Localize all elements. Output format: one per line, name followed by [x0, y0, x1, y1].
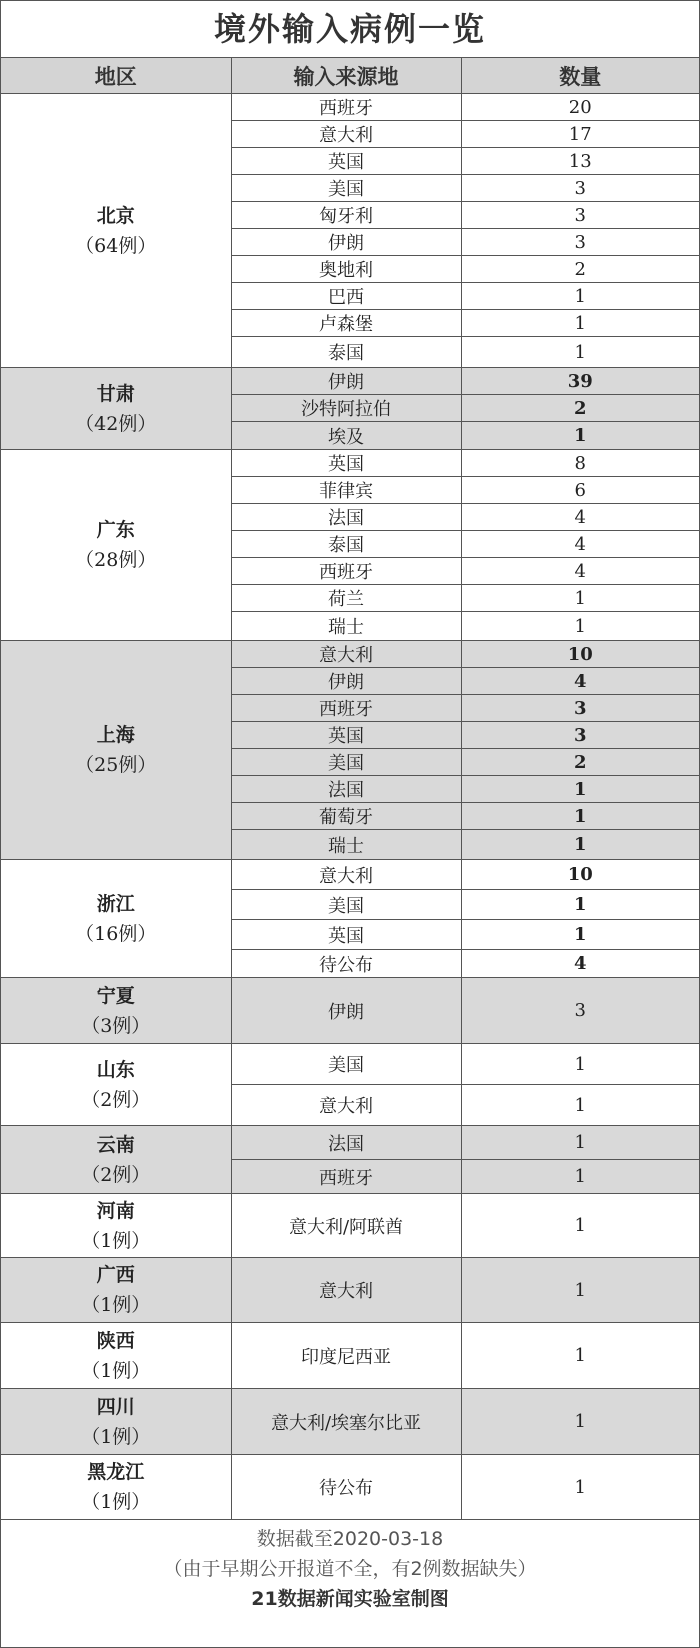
origin-cell: 印度尼西亚 [231, 1323, 461, 1389]
count-cell: 3 [461, 722, 699, 749]
count-cell: 1 [461, 830, 699, 860]
origin-cell: 沙特阿拉伯 [231, 395, 461, 422]
region-total: （1例） [81, 1229, 151, 1252]
region-name: 陕西 [96, 1329, 135, 1352]
count-cell: 2 [461, 256, 699, 283]
origin-cell: 美国 [231, 175, 461, 202]
origin-cell: 待公布 [231, 1455, 461, 1520]
origin-cell: 英国 [231, 920, 461, 950]
data-date: 数据截至2020-03-18 [256, 1528, 444, 1550]
origin-cell: 卢森堡 [231, 310, 461, 337]
origin-cell: 英国 [231, 722, 461, 749]
region-total: （25例） [75, 754, 157, 776]
table-row [1, 1389, 699, 1455]
count-cell: 13 [461, 148, 699, 175]
table-row [1, 1126, 699, 1160]
table-row [1, 94, 699, 121]
table-row [1, 1455, 699, 1520]
origin-cell: 英国 [231, 148, 461, 175]
region-total: （42例） [75, 412, 157, 435]
region-cell [1, 1258, 231, 1323]
origin-cell: 瑞士 [231, 612, 461, 641]
origin-cell: 泰国 [231, 337, 461, 368]
origin-cell: 西班牙 [231, 1160, 461, 1194]
count-cell: 1 [461, 337, 699, 368]
origin-cell: 西班牙 [231, 94, 461, 121]
header-count: 数量 [461, 58, 699, 94]
region-total: （1例） [81, 1425, 151, 1448]
count-cell: 1 [461, 890, 699, 920]
count-cell: 1 [461, 776, 699, 803]
count-cell: 17 [461, 121, 699, 148]
origin-cell: 西班牙 [231, 558, 461, 585]
count-cell: 1 [461, 422, 699, 450]
region-cell [1, 978, 231, 1044]
origin-cell: 瑞士 [231, 830, 461, 860]
footer [1, 1520, 699, 1614]
origin-cell: 美国 [231, 749, 461, 776]
region-cell [1, 1126, 231, 1194]
origin-cell: 泰国 [231, 531, 461, 558]
origin-cell: 意大利 [231, 1085, 461, 1126]
count-cell: 4 [461, 668, 699, 695]
origin-cell: 意大利 [231, 121, 461, 148]
region-cell [1, 641, 231, 860]
header-origin: 输入来源地 [231, 58, 461, 94]
count-cell: 8 [461, 450, 699, 477]
data-note: （由于早期公开报道不全，有2例数据缺失） [163, 1558, 537, 1580]
count-cell: 2 [461, 749, 699, 776]
count-cell: 4 [461, 950, 699, 978]
origin-cell: 西班牙 [231, 695, 461, 722]
count-cell: 1 [461, 585, 699, 612]
count-cell: 1 [461, 1126, 699, 1160]
region-total: （2例） [81, 1163, 151, 1186]
count-cell: 1 [461, 283, 699, 310]
origin-cell: 意大利 [231, 1258, 461, 1323]
region-total: （1例） [81, 1491, 151, 1513]
region-name: 上海 [96, 724, 135, 746]
count-cell: 3 [461, 175, 699, 202]
origin-cell: 埃及 [231, 422, 461, 450]
region-name: 甘肃 [96, 382, 135, 405]
table-row [1, 978, 699, 1044]
region-name: 宁夏 [96, 984, 135, 1007]
count-cell: 4 [461, 558, 699, 585]
region-total: （3例） [81, 1014, 151, 1037]
count-cell: 1 [461, 1085, 699, 1126]
credit: 21数据新闻实验室制图 [251, 1588, 449, 1610]
count-cell: 4 [461, 504, 699, 531]
region-name: 黑龙江 [87, 1461, 145, 1483]
count-cell: 1 [461, 612, 699, 641]
count-cell: 2 [461, 395, 699, 422]
origin-cell: 待公布 [231, 950, 461, 978]
table-row [1, 1323, 699, 1389]
origin-cell: 葡萄牙 [231, 803, 461, 830]
region-name: 广西 [96, 1264, 135, 1286]
region-cell [1, 1323, 231, 1389]
count-cell: 39 [461, 368, 699, 395]
count-cell: 1 [461, 920, 699, 950]
origin-cell: 巴西 [231, 283, 461, 310]
origin-cell: 匈牙利 [231, 202, 461, 229]
page-title: 境外输入病例一览 [1, 1, 699, 58]
region-cell [1, 860, 231, 978]
origin-cell: 英国 [231, 450, 461, 477]
count-cell: 10 [461, 860, 699, 890]
header-region: 地区 [1, 58, 231, 94]
region-cell [1, 1455, 231, 1520]
count-cell: 3 [461, 229, 699, 256]
count-cell: 1 [461, 1389, 699, 1455]
count-cell: 1 [461, 1258, 699, 1323]
region-total: （16例） [75, 922, 157, 945]
count-cell: 1 [461, 310, 699, 337]
origin-cell: 伊朗 [231, 668, 461, 695]
count-cell: 1 [461, 1455, 699, 1520]
region-cell [1, 1044, 231, 1126]
origin-cell: 意大利 [231, 641, 461, 668]
region-cell [1, 450, 231, 641]
count-cell: 3 [461, 695, 699, 722]
region-name: 北京 [96, 204, 135, 227]
count-cell: 10 [461, 641, 699, 668]
count-cell: 1 [461, 1194, 699, 1258]
table-row [1, 1258, 699, 1323]
origin-cell: 法国 [231, 776, 461, 803]
table-body [1, 94, 699, 1520]
region-total: （64例） [75, 234, 157, 257]
origin-cell: 荷兰 [231, 585, 461, 612]
origin-cell: 伊朗 [231, 978, 461, 1044]
origin-cell: 美国 [231, 890, 461, 920]
table-row [1, 1044, 699, 1085]
count-cell: 1 [461, 1323, 699, 1389]
count-cell: 3 [461, 202, 699, 229]
region-name: 四川 [96, 1395, 135, 1418]
table-row [1, 450, 699, 477]
origin-cell: 意大利/阿联酋 [231, 1194, 461, 1258]
region-cell [1, 1194, 231, 1258]
region-name: 云南 [96, 1133, 135, 1156]
table-row [1, 641, 699, 668]
origin-cell: 伊朗 [231, 368, 461, 395]
region-total: （1例） [81, 1359, 151, 1382]
origin-cell: 奥地利 [231, 256, 461, 283]
table-row [1, 860, 699, 890]
table-header-row [1, 58, 699, 94]
origin-cell: 法国 [231, 1126, 461, 1160]
count-cell: 1 [461, 803, 699, 830]
table-row [1, 1194, 699, 1258]
origin-cell: 法国 [231, 504, 461, 531]
region-name: 浙江 [96, 892, 135, 915]
region-total: （2例） [81, 1088, 151, 1111]
region-name: 广东 [96, 519, 135, 541]
count-cell: 20 [461, 94, 699, 121]
origin-cell: 美国 [231, 1044, 461, 1085]
region-cell [1, 1389, 231, 1455]
region-total: （28例） [75, 549, 157, 571]
count-cell: 4 [461, 531, 699, 558]
region-cell [1, 368, 231, 450]
region-name: 山东 [96, 1058, 135, 1081]
imported-cases-table [1, 58, 699, 1520]
count-cell: 1 [461, 1044, 699, 1085]
region-name: 河南 [96, 1199, 135, 1222]
count-cell: 3 [461, 978, 699, 1044]
count-cell: 6 [461, 477, 699, 504]
origin-cell: 伊朗 [231, 229, 461, 256]
region-total: （1例） [81, 1294, 151, 1316]
origin-cell: 意大利 [231, 860, 461, 890]
origin-cell: 菲律宾 [231, 477, 461, 504]
region-cell [1, 94, 231, 368]
count-cell: 1 [461, 1160, 699, 1194]
table-row [1, 368, 699, 395]
origin-cell: 意大利/埃塞尔比亚 [231, 1389, 461, 1455]
